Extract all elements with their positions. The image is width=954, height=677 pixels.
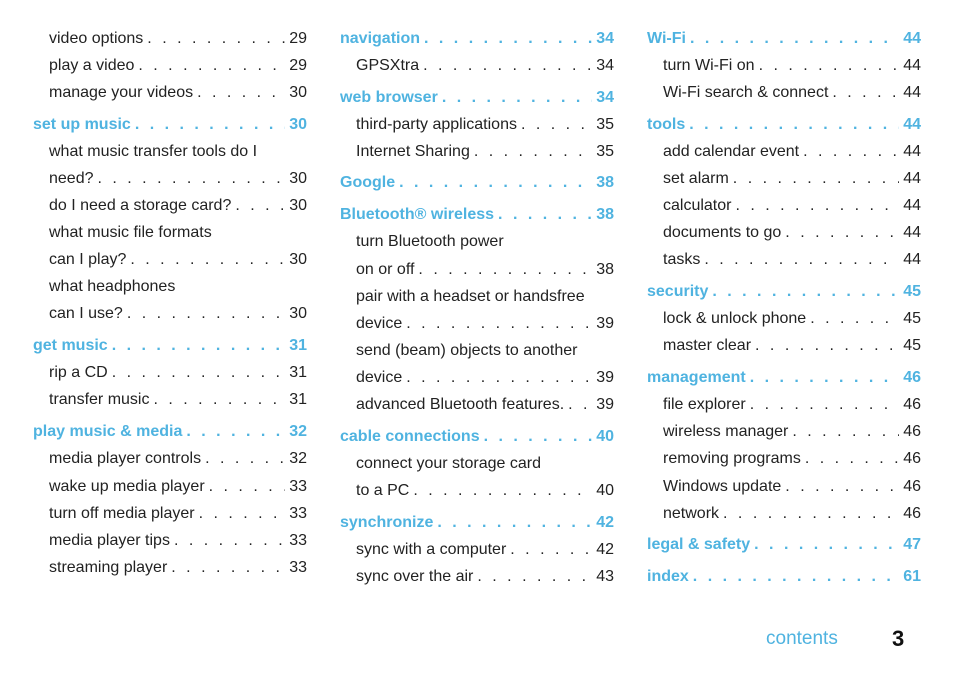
toc-leader-dots: [755, 336, 899, 356]
toc-leader-dots: [484, 427, 593, 447]
toc-leader-dots: [759, 56, 900, 76]
toc-leader-dots: [147, 29, 285, 49]
toc-leader-dots: [112, 336, 286, 356]
toc-subentry[interactable]: [33, 304, 307, 324]
toc-entry-label: can I use?: [49, 305, 123, 322]
toc-section-entry[interactable]: [340, 205, 614, 225]
toc-entry-label: set up music: [33, 116, 131, 133]
toc-section-entry[interactable]: [340, 427, 614, 447]
toc-leader-dots: [750, 368, 900, 388]
toc-page-number: 34: [596, 89, 614, 106]
toc-leader-dots: [689, 115, 899, 135]
toc-subentry[interactable]: [340, 314, 614, 334]
toc-subentry[interactable]: [33, 56, 307, 76]
toc-subentry[interactable]: [33, 531, 307, 551]
toc-subentry[interactable]: [340, 567, 614, 587]
toc-page-number: 46: [903, 369, 921, 386]
toc-leader-dots: [413, 481, 592, 501]
toc-entry-label: third-party applications: [356, 116, 517, 133]
toc-leader-dots: [406, 368, 592, 388]
toc-page-number: 44: [903, 30, 921, 47]
toc-leader-dots: [130, 250, 285, 270]
toc-subentry[interactable]: [340, 260, 614, 280]
toc-entry-label: Bluetooth® wireless: [340, 206, 495, 223]
toc-page-number: 33: [289, 478, 307, 495]
toc-page-number: 32: [289, 450, 307, 467]
toc-subentry[interactable]: [33, 558, 307, 578]
toc-leader-dots: [693, 567, 899, 587]
toc-page-number: 34: [596, 30, 614, 47]
toc-page-number: 46: [903, 450, 921, 467]
toc-page-number: 42: [596, 514, 614, 531]
toc-leader-dots: [750, 395, 900, 415]
toc-section-entry[interactable]: [340, 513, 614, 533]
toc-page-number: 47: [903, 536, 921, 553]
toc-subentry[interactable]: [647, 336, 921, 356]
toc-section-entry[interactable]: [33, 422, 307, 442]
toc-subentry[interactable]: [33, 29, 307, 49]
toc-page-number: 46: [903, 505, 921, 522]
toc-leader-dots: [186, 422, 285, 442]
toc-entry-label: device: [356, 369, 403, 386]
toc-entry-label: cable connections: [340, 428, 480, 445]
toc-section-entry[interactable]: [340, 88, 614, 108]
toc-entry-label: need?: [49, 170, 94, 187]
toc-section-entry[interactable]: [647, 535, 921, 555]
toc-leader-dots: [424, 29, 592, 49]
toc-subentry[interactable]: [647, 83, 921, 103]
toc-leader-dots: [112, 363, 286, 383]
toc-subentry[interactable]: [647, 504, 921, 524]
toc-subentry[interactable]: [33, 196, 307, 216]
toc-page-number: 30: [289, 305, 307, 322]
toc-page-number: 31: [289, 391, 307, 408]
footer-section-label: contents: [766, 628, 838, 649]
toc-page-number: 31: [289, 337, 307, 354]
toc-entry-label: device: [356, 315, 403, 332]
toc-section-entry[interactable]: [647, 115, 921, 135]
toc-subentry[interactable]: [33, 390, 307, 410]
toc-entry-label: wireless manager: [663, 423, 789, 440]
toc-section-entry[interactable]: [647, 282, 921, 302]
toc-page-number: 32: [289, 423, 307, 440]
toc-section-entry[interactable]: [340, 173, 614, 193]
toc-page-number: 44: [903, 170, 921, 187]
toc-leader-dots: [723, 504, 899, 524]
toc-subentry[interactable]: [647, 142, 921, 162]
footer-page-number: 3: [892, 626, 905, 651]
toc-subentry[interactable]: [647, 169, 921, 189]
toc-subentry[interactable]: [647, 449, 921, 469]
toc-page-number: 33: [289, 505, 307, 522]
toc-subentry[interactable]: [33, 477, 307, 497]
toc-leader-dots: [135, 115, 285, 135]
toc-entry-label: management: [647, 369, 746, 386]
toc-leader-dots: [418, 260, 592, 280]
toc-leader-dots: [785, 477, 899, 497]
toc-entry-label: set alarm: [663, 170, 729, 187]
toc-subentry[interactable]: [647, 422, 921, 442]
toc-entry-label: streaming player: [49, 559, 168, 576]
toc-page-number: 39: [596, 315, 614, 332]
toc-page-number: 38: [596, 206, 614, 223]
toc-subentry[interactable]: [340, 454, 614, 474]
toc-entry-label: documents to go: [663, 224, 782, 241]
toc-entry-label: navigation: [340, 30, 421, 47]
toc-page-number: 33: [289, 559, 307, 576]
toc-entry-label: turn Bluetooth power: [356, 233, 504, 250]
toc-leader-dots: [153, 390, 285, 410]
toc-entry-label: get music: [33, 337, 108, 354]
toc-entry-label: wake up media player: [49, 478, 205, 495]
toc-entry-label: sync with a computer: [356, 541, 507, 558]
toc-leader-dots: [704, 250, 899, 270]
toc-subentry[interactable]: [340, 232, 614, 252]
toc-page-number: 35: [596, 143, 614, 160]
toc-leader-dots: [510, 540, 592, 560]
toc-leader-dots: [127, 304, 285, 324]
toc-leader-dots: [735, 196, 899, 216]
toc-page-number: 39: [596, 396, 614, 413]
toc-leader-dots: [803, 142, 899, 162]
toc-subentry[interactable]: [340, 341, 614, 361]
toc-page-number: 45: [903, 283, 921, 300]
toc-subentry[interactable]: [340, 540, 614, 560]
toc-entry-label: play a video: [49, 57, 135, 74]
toc-page-number: 30: [289, 197, 307, 214]
toc-leader-dots: [235, 196, 285, 216]
toc-entry-label: tasks: [663, 251, 701, 268]
toc-subentry[interactable]: [33, 223, 307, 243]
toc-page-number: 45: [903, 337, 921, 354]
toc-entry-label: file explorer: [663, 396, 746, 413]
toc-entry-label: network: [663, 505, 720, 522]
toc-page-number: 33: [289, 532, 307, 549]
toc-entry-label: add calendar event: [663, 143, 800, 160]
toc-leader-dots: [174, 531, 285, 551]
toc-subentry[interactable]: [33, 250, 307, 270]
toc-subentry[interactable]: [33, 169, 307, 189]
toc-entry-label: what music transfer tools do I: [49, 143, 258, 160]
toc-page-number: 35: [596, 116, 614, 133]
toc-page-number: 40: [596, 428, 614, 445]
toc-leader-dots: [498, 205, 592, 225]
toc-entry-label: Google: [340, 174, 396, 191]
toc-page-number: 29: [289, 57, 307, 74]
toc-entry-label: advanced Bluetooth features.: [356, 396, 565, 413]
toc-leader-dots: [205, 449, 285, 469]
toc-page-number: 44: [903, 197, 921, 214]
toc-entry-label: index: [647, 568, 689, 585]
toc-entry-label: Wi-Fi: [647, 30, 686, 47]
toc-page-number: 61: [903, 568, 921, 585]
toc-entry-label: can I play?: [49, 251, 127, 268]
toc-entry-label: to a PC: [356, 482, 410, 499]
toc-leader-dots: [98, 169, 286, 189]
toc-entry-label: send (beam) objects to another: [356, 342, 578, 359]
toc-subentry[interactable]: [340, 142, 614, 162]
toc-subentry[interactable]: [33, 277, 307, 297]
toc-entry-label: on or off: [356, 261, 415, 278]
toc-page-number: 46: [903, 423, 921, 440]
toc-subentry[interactable]: [340, 287, 614, 307]
toc-page-number: 43: [596, 568, 614, 585]
toc-entry-label: synchronize: [340, 514, 434, 531]
toc-leader-dots: [209, 477, 286, 497]
toc-leader-dots: [792, 422, 899, 442]
toc-page-number: 30: [289, 251, 307, 268]
toc-page-number: 30: [289, 84, 307, 101]
toc-subentry[interactable]: [33, 449, 307, 469]
toc-subentry[interactable]: [647, 477, 921, 497]
toc-entry-label: rip a CD: [49, 364, 108, 381]
toc-subentry[interactable]: [33, 363, 307, 383]
toc-subentry[interactable]: [340, 368, 614, 388]
toc-leader-dots: [437, 513, 592, 533]
toc-section-entry[interactable]: [647, 368, 921, 388]
toc-leader-dots: [690, 29, 899, 49]
toc-entry-label: tools: [647, 116, 686, 133]
toc-leader-dots: [785, 223, 899, 243]
toc-entry-label: play music & media: [33, 423, 183, 440]
toc-page-number: 44: [903, 251, 921, 268]
toc-page-number: 44: [903, 143, 921, 160]
toc-leader-dots: [477, 567, 592, 587]
toc-page-number: 44: [903, 84, 921, 101]
toc-page-number: 44: [903, 224, 921, 241]
toc-leader-dots: [810, 309, 899, 329]
toc-entry-label: what music file formats: [49, 224, 212, 241]
toc-entry-label: removing programs: [663, 450, 801, 467]
toc-section-entry[interactable]: [647, 567, 921, 587]
toc-entry-label: Wi-Fi search & connect: [663, 84, 829, 101]
toc-leader-dots: [568, 395, 592, 415]
toc-entry-label: pair with a headset or handsfree: [356, 288, 585, 305]
toc-section-entry[interactable]: [33, 336, 307, 356]
toc-page-number: 45: [903, 310, 921, 327]
toc-page-number: 46: [903, 478, 921, 495]
toc-section-entry[interactable]: [647, 29, 921, 49]
toc-entry-label: calculator: [663, 197, 732, 214]
toc-entry-label: Internet Sharing: [356, 143, 470, 160]
toc-section-entry[interactable]: [340, 29, 614, 49]
toc-page-number: 44: [903, 116, 921, 133]
toc-entry-label: media player controls: [49, 450, 202, 467]
toc-entry-label: connect your storage card: [356, 455, 541, 472]
toc-subentry[interactable]: [340, 56, 614, 76]
toc-page-number: 30: [289, 116, 307, 133]
toc-entry-label: security: [647, 283, 709, 300]
toc-leader-dots: [406, 314, 592, 334]
toc-page-number: 40: [596, 482, 614, 499]
toc-page-number: 30: [289, 170, 307, 187]
toc-entry-label: GPSXtra: [356, 57, 420, 74]
toc-page-number: 46: [903, 396, 921, 413]
toc-entry-label: media player tips: [49, 532, 170, 549]
toc-page-number: 39: [596, 369, 614, 386]
toc-entry-label: do I need a storage card?: [49, 197, 232, 214]
toc-entry-label: web browser: [340, 89, 438, 106]
toc-page-number: 31: [289, 364, 307, 381]
toc-entry-label: turn Wi-Fi on: [663, 57, 755, 74]
toc-page-number: 38: [596, 261, 614, 278]
toc-section-entry[interactable]: [33, 115, 307, 135]
toc-page-number: 29: [289, 30, 307, 47]
toc-leader-dots: [138, 56, 285, 76]
toc-subentry[interactable]: [33, 142, 307, 162]
toc-leader-dots: [733, 169, 899, 189]
toc-entry-label: legal & safety: [647, 536, 751, 553]
toc-entry-label: master clear: [663, 337, 752, 354]
toc-page-number: 34: [596, 57, 614, 74]
toc-leader-dots: [197, 83, 285, 103]
toc-subentry[interactable]: [33, 83, 307, 103]
toc-leader-dots: [199, 504, 286, 524]
toc-page-number: 44: [903, 57, 921, 74]
toc-leader-dots: [442, 88, 592, 108]
toc-leader-dots: [474, 142, 592, 162]
toc-leader-dots: [171, 558, 285, 578]
toc-page-number: 42: [596, 541, 614, 558]
toc-leader-dots: [754, 535, 899, 555]
toc-leader-dots: [399, 173, 592, 193]
toc-entry-label: lock & unlock phone: [663, 310, 807, 327]
toc-leader-dots: [712, 282, 899, 302]
toc-leader-dots: [805, 449, 899, 469]
toc-subentry[interactable]: [647, 223, 921, 243]
toc-entry-label: Windows update: [663, 478, 782, 495]
toc-subentry[interactable]: [647, 56, 921, 76]
toc-leader-dots: [521, 115, 592, 135]
toc-subentry[interactable]: [340, 395, 614, 415]
toc-subentry[interactable]: [647, 309, 921, 329]
toc-entry-label: manage your videos: [49, 84, 194, 101]
toc-leader-dots: [832, 83, 899, 103]
toc-subentry[interactable]: [33, 504, 307, 524]
toc-subentry[interactable]: [340, 115, 614, 135]
toc-leader-dots: [423, 56, 592, 76]
toc-entry-label: what headphones: [49, 278, 176, 295]
toc-entry-label: transfer music: [49, 391, 150, 408]
toc-subentry[interactable]: [340, 481, 614, 501]
toc-page-number: 38: [596, 174, 614, 191]
toc-subentry[interactable]: [647, 196, 921, 216]
toc-entry-label: video options: [49, 30, 144, 47]
toc-subentry[interactable]: [647, 395, 921, 415]
toc-subentry[interactable]: [647, 250, 921, 270]
toc-entry-label: turn off media player: [49, 505, 195, 522]
toc-entry-label: sync over the air: [356, 568, 474, 585]
